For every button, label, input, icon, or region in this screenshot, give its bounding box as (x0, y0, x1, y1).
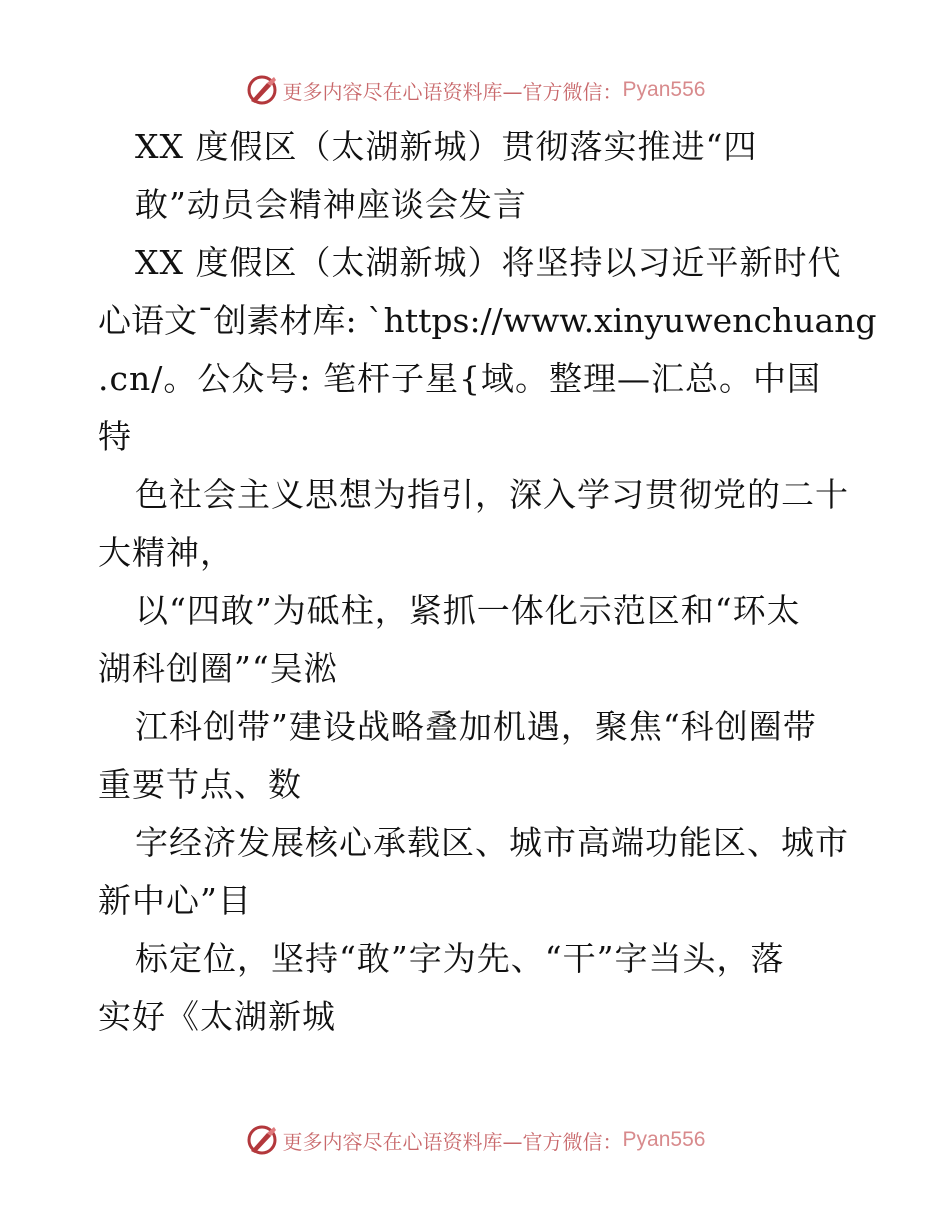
pen-logo-icon (245, 73, 279, 107)
footer-banner-handle: Pyan556 (622, 1128, 706, 1151)
doc-line-title-1: XX 度假区（太湖新城）贯彻落实推进“四 (135, 127, 758, 166)
doc-line: 心语文¯创素材库: `https://www.xinyuwenchuang (98, 301, 877, 340)
doc-line-title-2: 敢”动员会精神座谈会发言 (135, 185, 527, 224)
header-banner (0, 70, 950, 110)
footer-banner-text: 更多内容尽在心语资料库—官方微信： (282, 1129, 623, 1154)
header-banner-text: 更多内容尽在心语资料库—官方微信： (282, 79, 623, 104)
doc-line: 湖科创圈”“吴淞 (98, 649, 338, 688)
pen-logo-icon (245, 1123, 279, 1157)
header-banner-handle: Pyan556 (622, 78, 706, 101)
doc-line: .cn/。公众号: 笔杆子星{域。整理—汇总。中国 (98, 359, 821, 398)
doc-line: 以“四敢”为砥柱，紧抓一体化示范区和“环太 (135, 591, 801, 630)
doc-line: 实好《太湖新城 (98, 997, 336, 1036)
doc-line: 标定位，坚持“敢”字为先、“干”字当头，落 (135, 939, 785, 978)
doc-line: XX 度假区（太湖新城）将坚持以习近平新时代 (135, 243, 842, 282)
doc-line: 大精神， (98, 533, 234, 572)
doc-line: 新中心”目 (98, 881, 252, 920)
doc-line: 特 (98, 417, 132, 456)
doc-line: 江科创带”建设战略叠加机遇，聚焦“科创圈带 (135, 707, 817, 746)
doc-line: 重要节点、数 (98, 765, 302, 804)
document-body (98, 118, 877, 1046)
doc-line: 色社会主义思想为指引，深入学习贯彻党的二十 (135, 475, 849, 514)
doc-line: 字经济发展核心承载区、城市高端功能区、城市 (135, 823, 849, 862)
footer-banner (0, 1120, 950, 1160)
